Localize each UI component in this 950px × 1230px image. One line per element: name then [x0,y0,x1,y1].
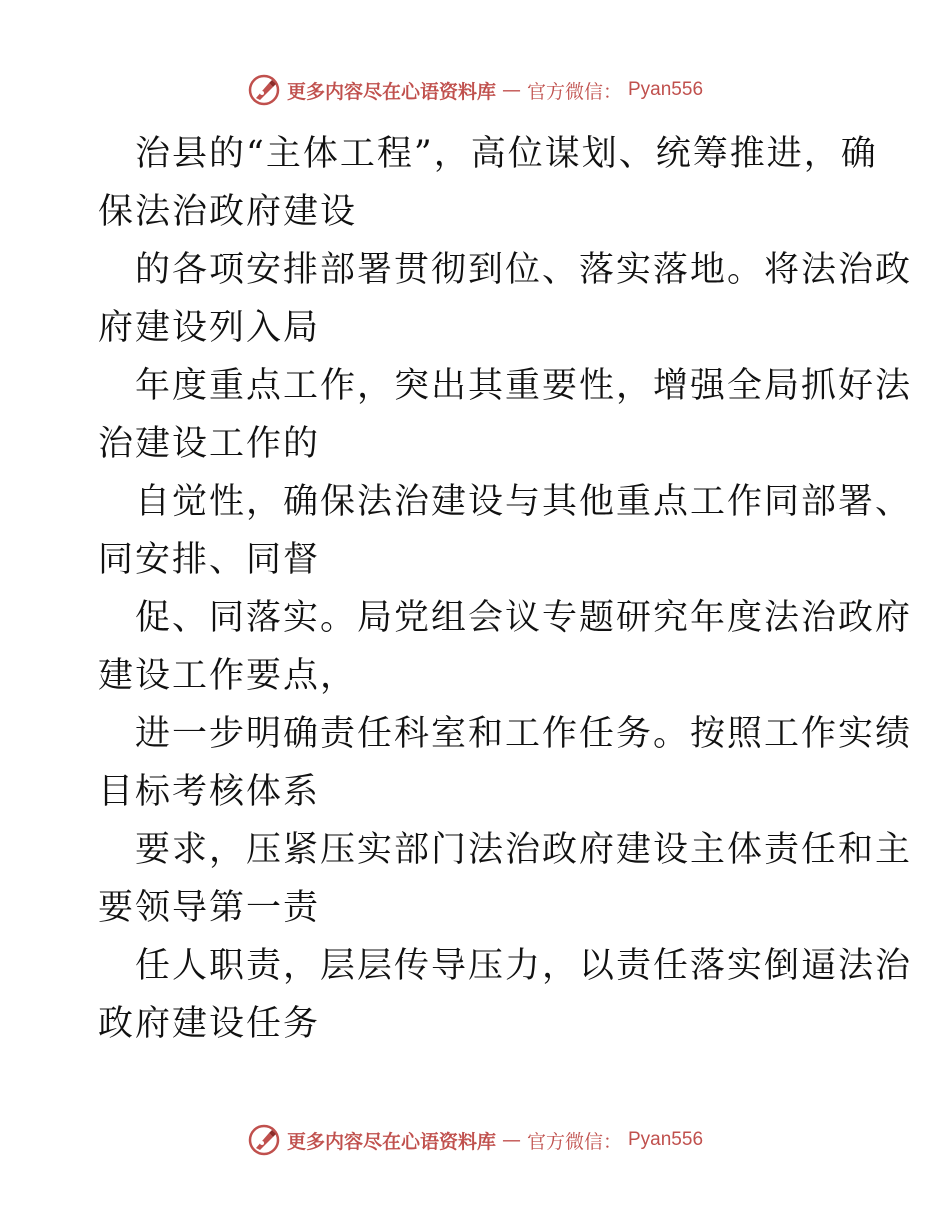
header-banner [0,70,950,110]
document-body [98,125,913,1053]
pen-circle-logo-icon [247,1123,281,1157]
body-line-10: 建设工作要点， [98,656,358,696]
body-line-1: 治县的“主体工程”，高位谋划、统筹推进，确 [135,134,878,174]
pen-circle-logo-icon [247,73,281,107]
body-line-7: 自觉性，确保法治建设与其他重点工作同部署、 [135,482,913,522]
footer-brand-text: 更多内容尽在心语资料库 [286,1130,496,1153]
body-line-5: 年度重点工作，突出其重要性，增强全局抓好法 [135,366,913,406]
body-line-8: 同安排、同督 [98,540,321,580]
body-line-12: 目标考核体系 [98,772,321,812]
header-wechat-label: 官方微信： [526,80,622,103]
body-line-11: 进一步明确责任科室和工作任务。按照工作实绩 [135,714,913,754]
footer-wechat-id: Pyan556 [628,1129,704,1150]
body-line-14: 要领导第一责 [98,888,321,928]
body-line-2: 保法治政府建设 [98,192,358,232]
body-line-9: 促、同落实。局党组会议专题研究年度法治政府 [135,598,913,638]
body-line-13: 要求，压紧压实部门法治政府建设主体责任和主 [135,830,913,870]
footer-dash: — [501,1129,521,1151]
header-wechat-id: Pyan556 [628,79,704,100]
body-line-15: 任人职责，层层传导压力，以责任落实倒逼法治 [135,946,913,986]
body-line-6: 治建设工作的 [98,424,321,464]
body-line-4: 府建设列入局 [98,308,321,348]
header-brand-text: 更多内容尽在心语资料库 [286,80,496,103]
header-dash: — [501,79,521,101]
footer-banner [0,1120,950,1160]
body-line-3: 的各项安排部署贯彻到位、落实落地。将法治政 [135,250,913,290]
body-line-16: 政府建设任务 [98,1004,321,1044]
footer-wechat-label: 官方微信： [526,1130,622,1153]
